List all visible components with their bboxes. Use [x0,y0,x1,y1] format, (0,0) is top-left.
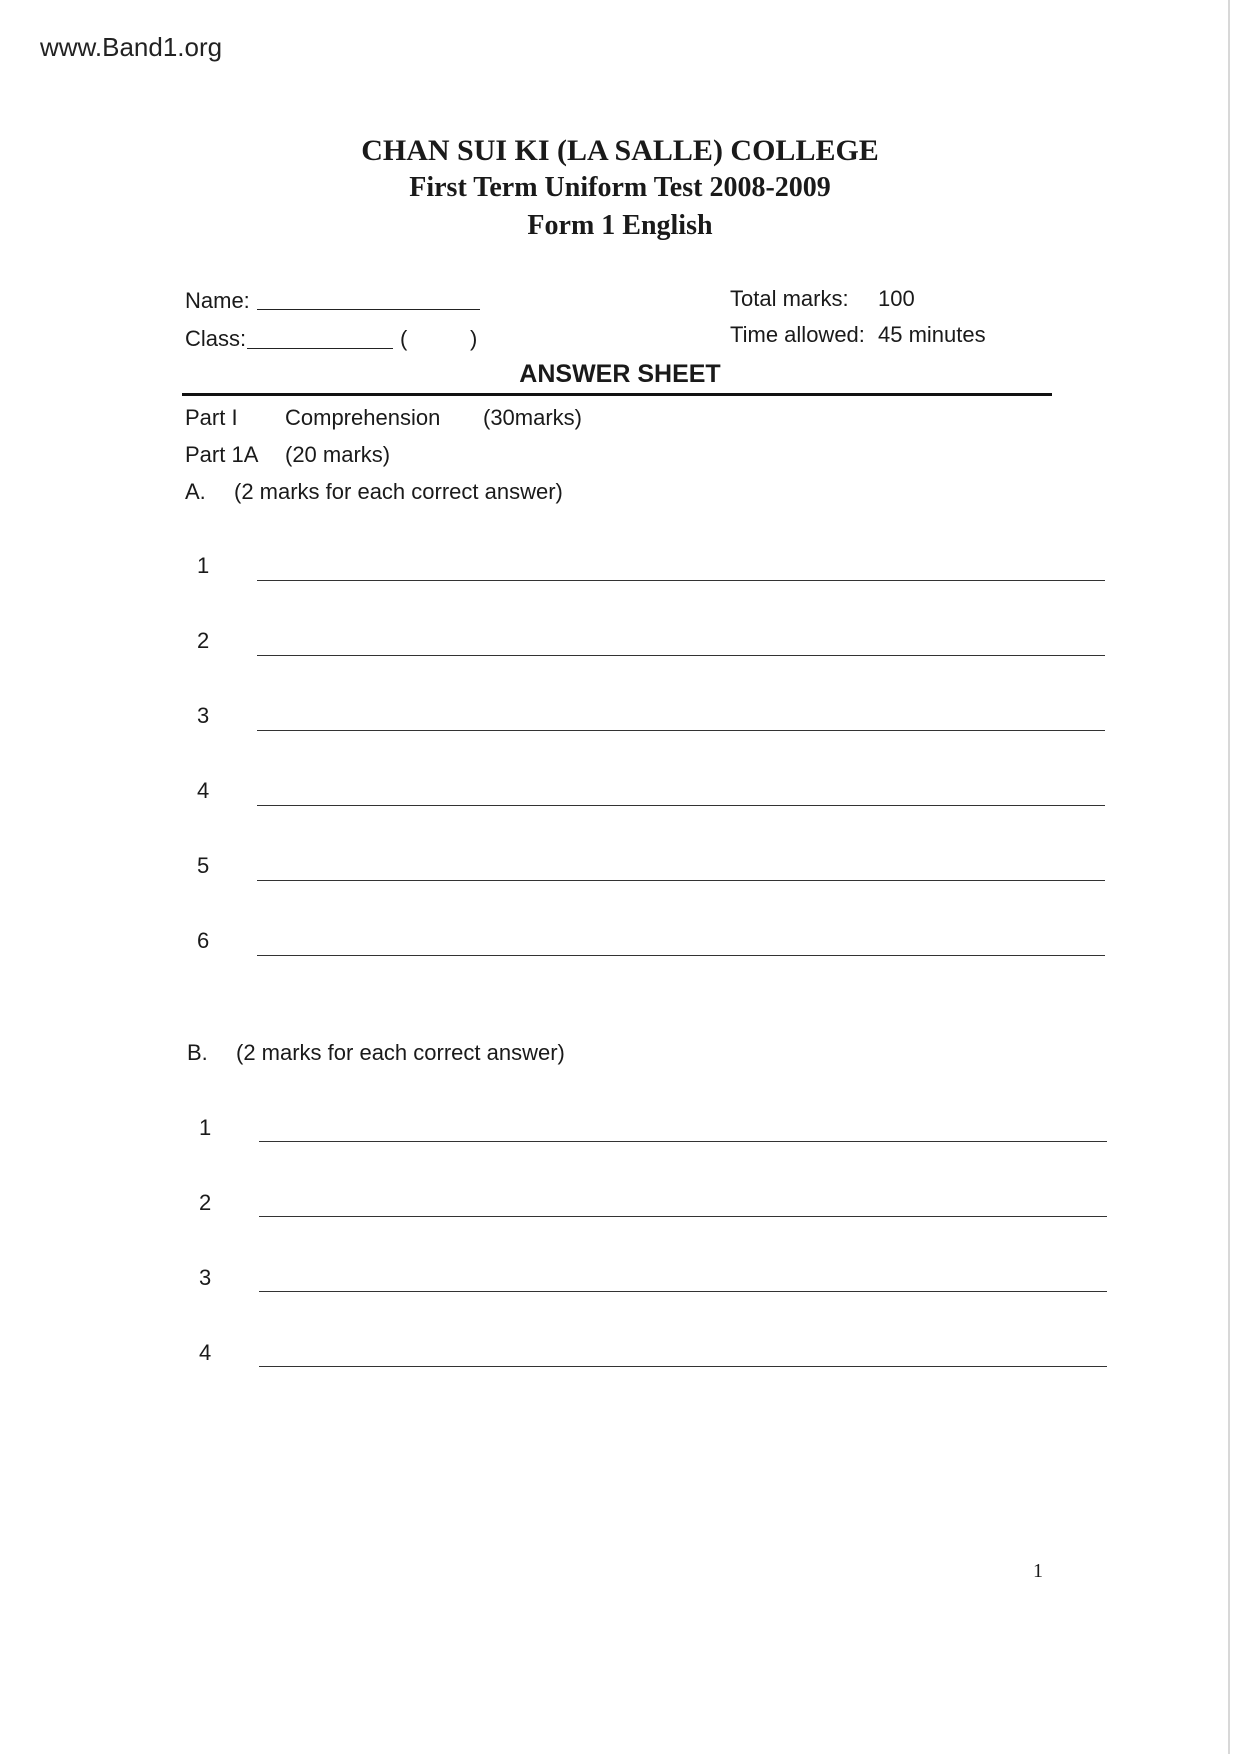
heading-divider [182,393,1052,396]
part-1a-marks: (20 marks) [285,442,391,467]
section-b-instruction: (2 marks for each correct answer) [236,1040,565,1065]
section-a-instruction: (2 marks for each correct answer) [234,479,563,504]
answer-number: 6 [197,928,210,953]
answer-line[interactable] [257,655,1105,656]
answer-number: 4 [197,778,210,803]
school-name: CHAN SUI KI (LA SALLE) COLLEGE [361,134,879,167]
answer-line[interactable] [257,955,1105,956]
page-number: 1 [1033,1560,1043,1582]
scan-edge [1228,0,1230,1754]
answer-number: 1 [197,553,210,578]
part-title: Comprehension [285,405,441,430]
subject-title: Form 1 English [527,210,713,241]
name-label: Name: [185,288,250,313]
answer-line[interactable] [257,805,1105,806]
class-number-field[interactable] [415,326,465,352]
answer-line[interactable] [257,580,1105,581]
answer-number: 1 [199,1115,212,1140]
time-allowed-value: 45 minutes [878,322,986,347]
total-marks-value: 100 [878,286,915,311]
section-b-letter: B. [187,1040,208,1065]
class-number-close: ) [470,326,478,351]
watermark: www.Band1.org [40,32,223,62]
name-field[interactable] [257,309,480,310]
answer-line[interactable] [257,730,1105,731]
answer-line[interactable] [259,1216,1107,1217]
total-marks-label: Total marks: [730,286,849,311]
class-number-open: ( [400,326,408,351]
time-allowed-label: Time allowed: [730,322,865,347]
answer-number: 2 [199,1190,212,1215]
answer-number: 4 [199,1340,212,1365]
class-label: Class: [185,326,247,351]
section-a-letter: A. [185,479,206,504]
answer-number: 3 [197,703,210,728]
answer-line[interactable] [259,1291,1107,1292]
part-marks: (30marks) [483,405,583,430]
answer-number: 3 [199,1265,212,1290]
part-label: Part I [185,405,238,430]
part-1a-label: Part 1A [185,442,259,467]
answer-line[interactable] [259,1366,1107,1367]
answer-number: 2 [197,628,210,653]
class-field[interactable] [247,348,393,349]
answer-sheet-heading: ANSWER SHEET [519,360,721,388]
answer-line[interactable] [259,1141,1107,1142]
answer-number: 5 [197,853,210,878]
test-title: First Term Uniform Test 2008-2009 [409,172,831,203]
answer-line[interactable] [257,880,1105,881]
